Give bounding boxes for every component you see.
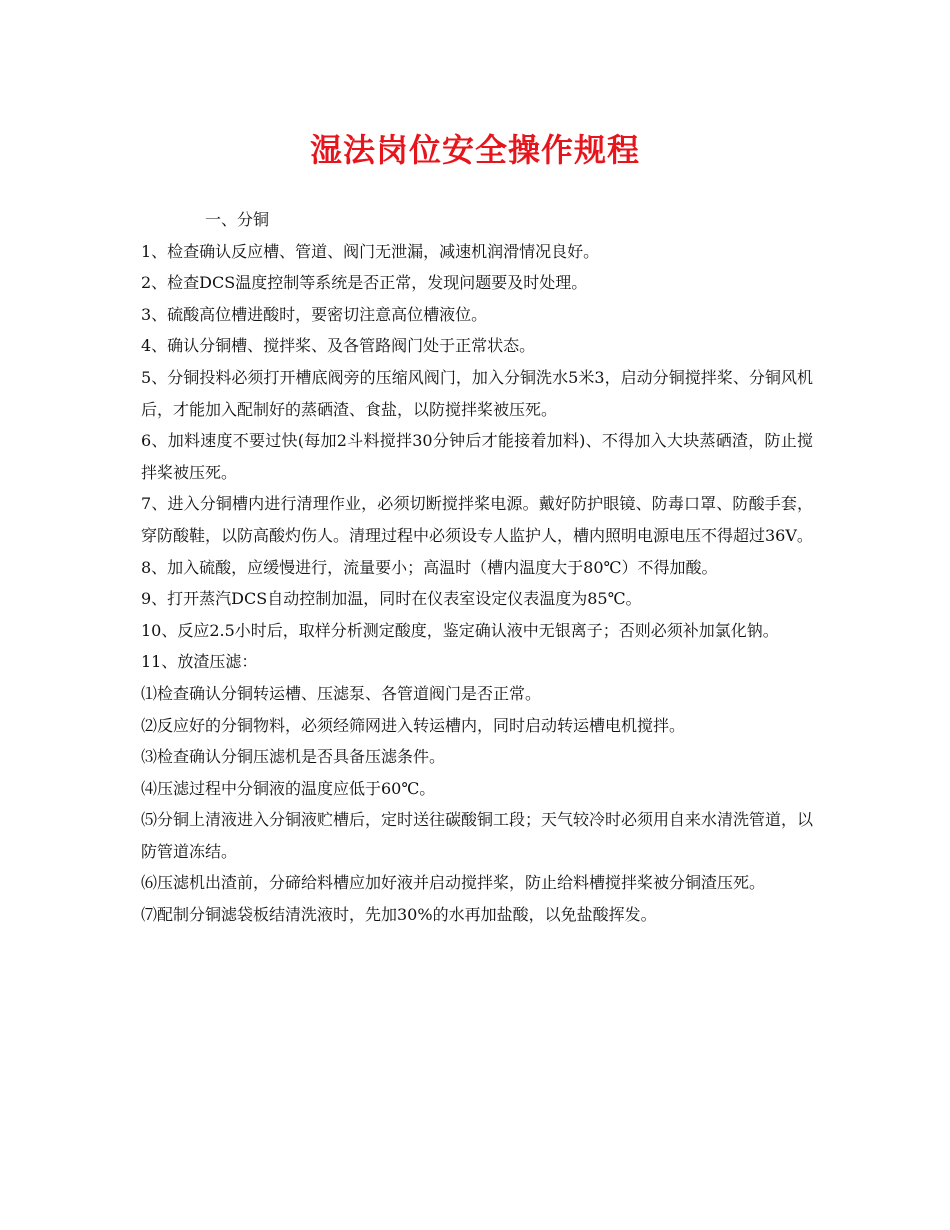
section-heading: 一、分铜 [205, 210, 270, 229]
paragraph-10: 10、反应2.5小时后，取样分析测定酸度，鉴定确认液中无银离子；否则必须补加氯化钠。 [141, 620, 779, 640]
paragraph-5: 5、分铜投料必须打开槽底阀旁的压缩风阀门，加入分铜洗水5米3，启动分铜搅拌桨、分铜风机后，才能加入配制好的蒸硒渣、食盐，以防搅拌桨被压死。 [141, 367, 813, 419]
subitem-6: ⑹压滤机出渣前，分碲给料槽应加好液并启动搅拌桨，防止给料槽搅拌桨被分铜渣压死。 [141, 873, 766, 893]
subitem-5: ⑸分铜上清液进入分铜液贮槽后，定时送往碳酸铜工段；天气较冷时必须用自来水清洗管道，以防管道冻结。 [141, 810, 814, 861]
paragraph-6: 6、加料速度不要过快(每加2斗料搅拌30分钟后才能接着加料)、不得加入大块蒸硒渣，防止搅拌桨被压死。 [141, 431, 813, 482]
subitem-7: ⑺配制分铜滤袋板结清洗液时，先加30%的水再加盐酸，以免盐酸挥发。 [141, 905, 657, 925]
subitem-2: ⑵反应好的分铜物料，必须经筛网进入转运槽内，同时启动转运槽电机搅拌。 [141, 715, 686, 735]
paragraph-11: 11、放渣压滤： [141, 652, 258, 672]
paragraph-3: 3、硫酸高位槽进酸时，要密切注意高位槽液位。 [141, 304, 488, 324]
paragraph-9: 9、打开蒸汽DCS自动控制加温，同时在仪表室设定仪表温度为85℃。 [141, 589, 642, 609]
paragraph-4: 4、确认分铜槽、搅拌桨、及各管路阀门处于正常状态。 [141, 336, 536, 356]
document-body [141, 204, 813, 931]
paragraph-1: 1、检查确认反应槽、管道、阀门无泄漏，减速机润滑情况良好。 [141, 241, 600, 261]
subitem-4: ⑷压滤过程中分铜液的温度应低于60℃。 [141, 778, 436, 798]
subitem-1: ⑴检查确认分铜转运槽、压滤泵、各管道阀门是否正常。 [141, 683, 542, 703]
document-title: 湿法岗位安全操作规程 [309, 131, 640, 169]
paragraph-2: 2、检查DCS温度控制等系统是否正常，发现问题要及时处理。 [141, 273, 588, 293]
paragraph-7: 7、进入分铜槽内进行清理作业，必须切断搅拌桨电源。戴好防护眼镜、防毒口罩、防酸手套，穿防酸鞋，以防高酸灼伤人。清理过程中必须设专人监护人，槽内照明电源电压不得超过36V。 [141, 494, 813, 545]
subitem-3: ⑶检查确认分铜压滤机是否具备压滤条件。 [141, 747, 446, 767]
paragraph-8: 8、加入硫酸，应缓慢进行，流量要小；高温时（槽内温度大于80℃）不得加酸。 [141, 557, 718, 577]
